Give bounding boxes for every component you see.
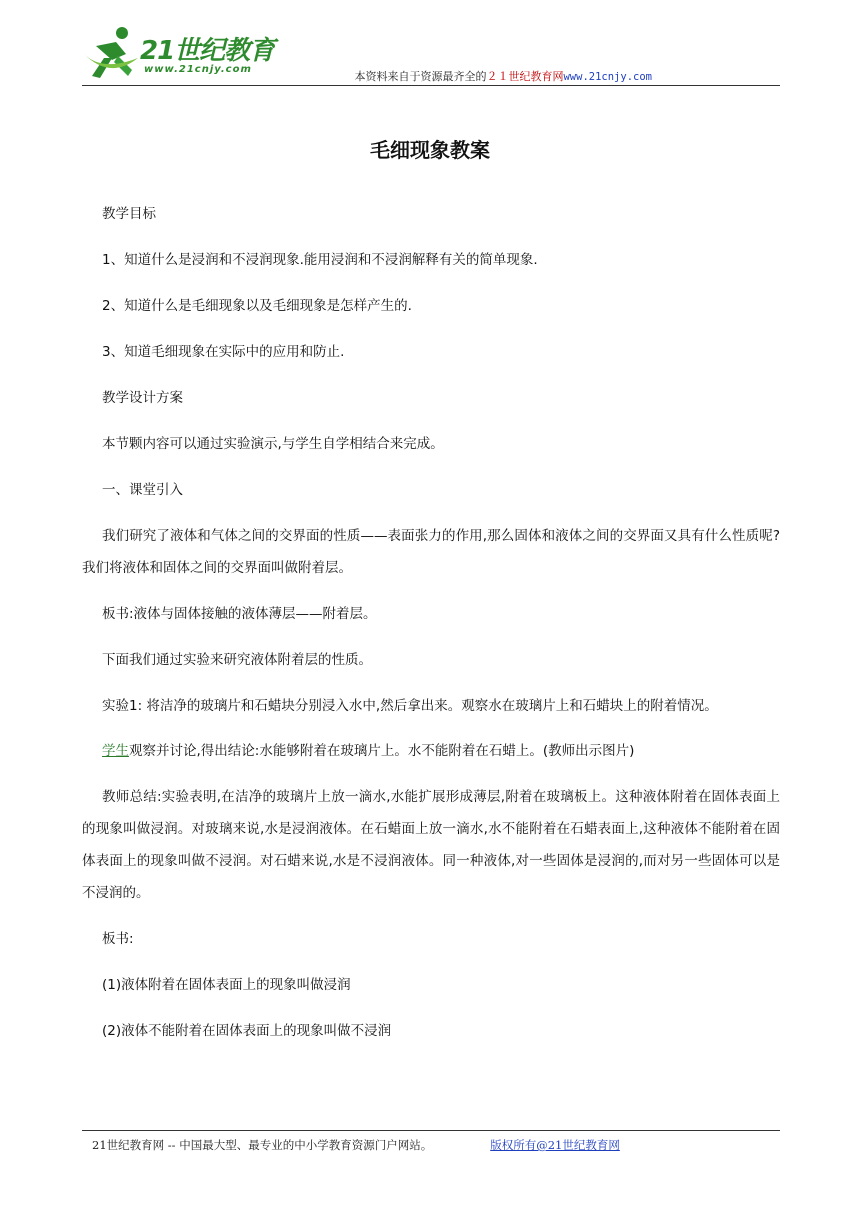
- paragraph: 3、知道毛细现象在实际中的应用和防止.: [102, 344, 345, 360]
- paragraph: 1、知道什么是浸润和不浸润现象.能用浸润和不浸润解释有关的简单现象.: [102, 252, 538, 268]
- logo-url: www.21cnjy.com: [144, 64, 252, 75]
- student-link[interactable]: 学生: [102, 743, 129, 759]
- paragraph: 板书:: [102, 931, 134, 947]
- header-note: [354, 68, 652, 84]
- header-note-prefix: 本资料来自于资源最齐全的: [354, 70, 487, 83]
- footer-divider: [82, 1130, 780, 1131]
- header-note-url[interactable]: www.21cnjy.com: [563, 71, 652, 83]
- paragraph: 教师总结:实验表明,在洁净的玻璃片上放一滴水,水能扩展形成薄层,附着在玻璃板上。这种液体附着在固体表面上的现象叫做浸润。对玻璃来说,水是浸润液体。在石蜡面上放一滴水,水不能附着在石蜡表面上,这种液体不能附着在固体表面上的现象叫做不浸润。对石蜡来说,水是不浸润液体。同一种液体,对一些固体是浸润的,而对另一些固体可以是不浸润的。: [82, 789, 780, 901]
- paragraph: 板书:液体与固体接触的液体薄层——附着层。: [102, 606, 377, 622]
- paragraph-student: [82, 735, 780, 767]
- paragraph: 教学目标: [102, 206, 156, 222]
- paragraph: 2、知道什么是毛细现象以及毛细现象是怎样产生的.: [102, 298, 412, 314]
- paragraph: (2)液体不能附着在固体表面上的现象叫做不浸润: [102, 1023, 392, 1039]
- running-figure-icon: [82, 24, 142, 82]
- document-body: [82, 198, 780, 1061]
- page-footer: [92, 1137, 620, 1153]
- logo-text: 21世纪教育: [140, 36, 275, 66]
- footer-text: 21世纪教育网 -- 中国最大型、最专业的中小学教育资源门户网站。: [92, 1138, 433, 1152]
- paragraph: 实验1: 将洁净的玻璃片和石蜡块分别浸入水中,然后拿出来。观察水在玻璃片上和石蜡块上的附着情况。: [102, 698, 718, 714]
- paragraph: 本节颗内容可以通过实验演示,与学生自学相结合来完成。: [102, 436, 444, 452]
- paragraph: (1)液体附着在固体表面上的现象叫做浸润: [102, 977, 351, 993]
- paragraph: 教学设计方案: [102, 390, 183, 406]
- page-header: [82, 22, 780, 86]
- header-divider: [82, 85, 780, 86]
- copyright-link[interactable]: 版权所有@21世纪教育网: [490, 1138, 620, 1152]
- paragraph: 下面我们通过实验来研究液体附着层的性质。: [102, 652, 372, 668]
- paragraph: 我们研究了液体和气体之间的交界面的性质——表面张力的作用,那么固体和液体之间的交界面又具有什么性质呢?我们将液体和固体之间的交界面叫做附着层。: [82, 528, 780, 576]
- student-text: 观察并讨论,得出结论:水能够附着在玻璃片上。水不能附着在石蜡上。(教师出示图片): [129, 743, 635, 759]
- page-title: 毛细现象教案: [370, 138, 490, 162]
- header-note-site: ２１世纪教育网: [486, 70, 564, 83]
- site-logo[interactable]: [82, 22, 292, 84]
- paragraph: 一、课堂引入: [102, 482, 183, 498]
